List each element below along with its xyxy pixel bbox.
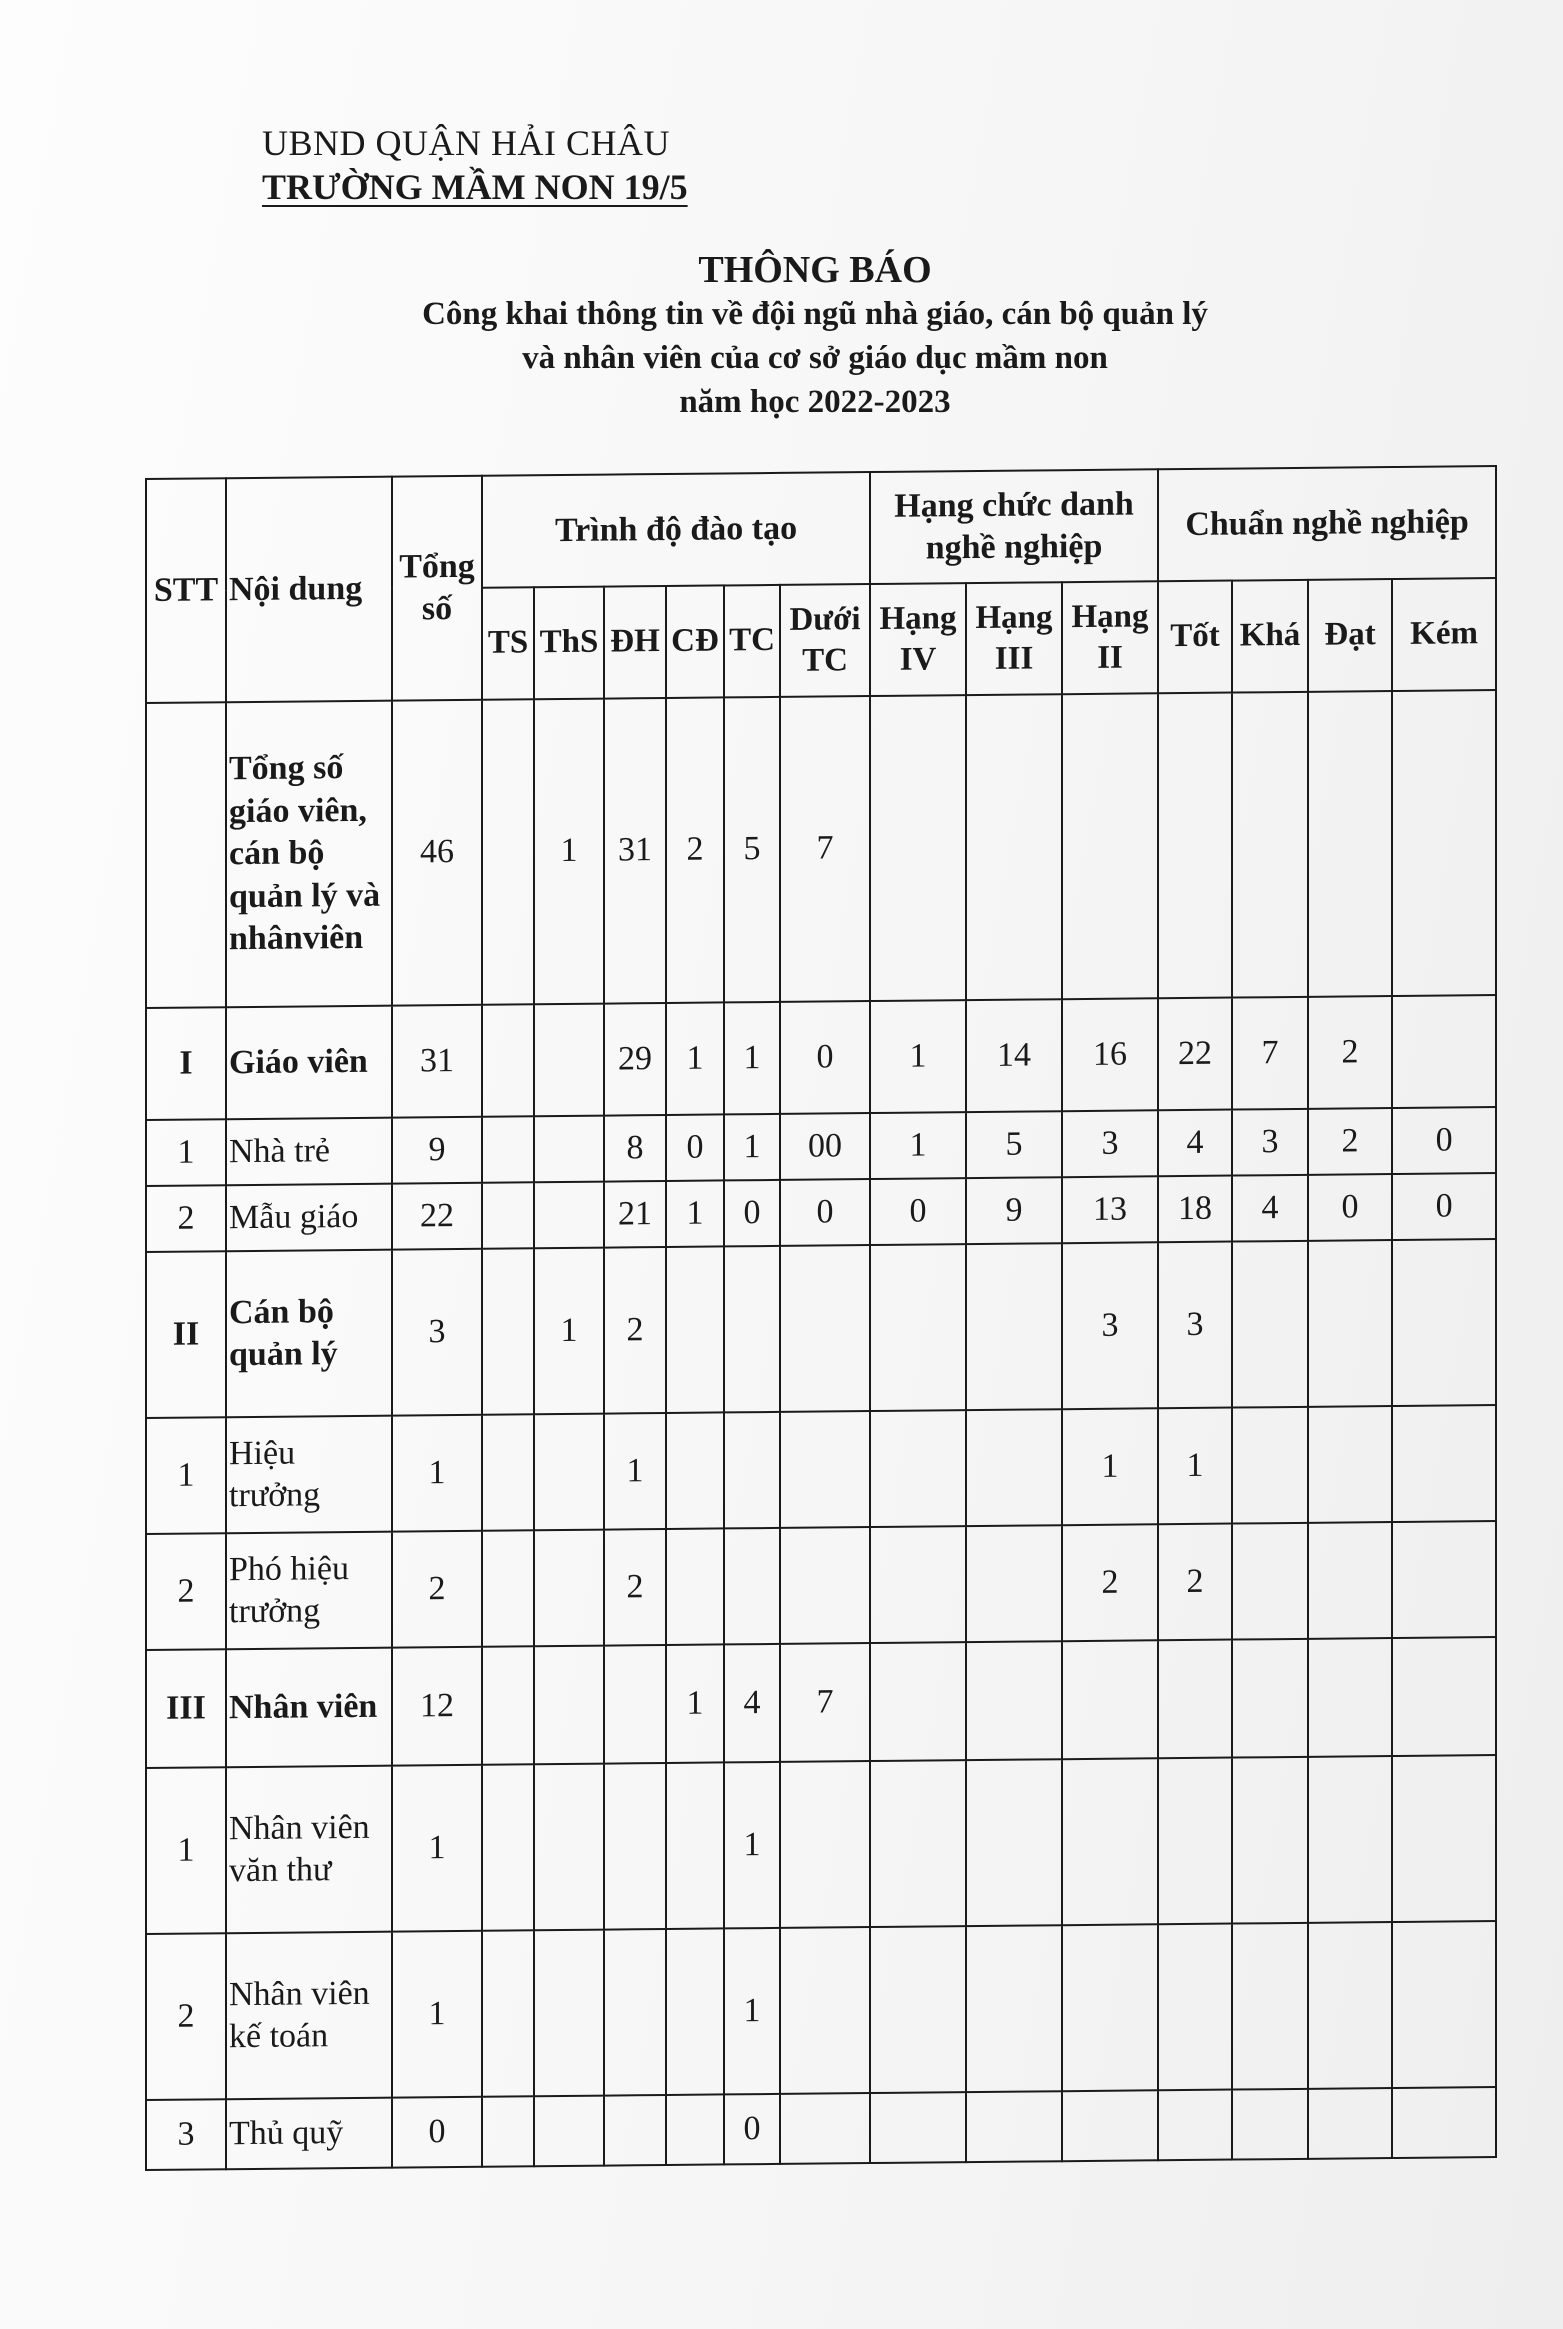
cell-dh: 2 [604,1529,666,1646]
cell-ts [482,1182,534,1248]
cell-content: Mẫu giáo [226,1184,392,1252]
cell-ths [534,1930,604,2097]
cell-stt [146,702,226,1008]
cell-hang-iv [870,1642,966,1761]
cell-total: 0 [392,2097,482,2168]
cell-ths [534,1004,604,1117]
cell-tc [724,1246,780,1413]
cell-tot: 1 [1158,1408,1232,1525]
cell-hang-iv [870,2092,966,2163]
title-line-1: Công khai thông tin về đội ngũ nhà giáo, cán bộ quản lý [422,296,1208,332]
cell-kha [1232,1407,1308,1524]
cell-dat [1308,691,1392,997]
cell-total: 22 [392,1183,482,1250]
header-ts: TS [482,587,534,699]
cell-hang-iv [870,1526,966,1643]
cell-duoi-tc [780,2093,870,2164]
cell-tot: 2 [1158,1524,1232,1641]
cell-stt: II [146,1251,226,1418]
cell-ts [482,1248,534,1414]
cell-tot [1158,1924,1232,2091]
cell-content: Nhân viên văn thư [226,1766,392,1934]
cell-dat [1308,1638,1392,1757]
cell-ts [482,1530,534,1646]
cell-cd: 1 [666,1180,724,1247]
cell-hang-iii [966,1409,1062,1526]
header-standard-group: Chuẩn nghề nghiệp [1158,466,1496,581]
header-hang-iv: Hạng IV [870,583,966,696]
cell-dh: 8 [604,1115,666,1182]
cell-kha [1232,1923,1308,2090]
header-hang-iii: Hạng III [966,582,1062,695]
cell-ths [534,1530,604,1647]
cell-dat: 2 [1308,996,1392,1109]
staff-table [145,465,1497,2171]
cell-tc [724,1528,780,1645]
cell-hang-iv: 0 [870,1178,966,1245]
cell-cd [666,1246,724,1413]
cell-cd [666,2094,724,2165]
title-line-3: năm học 2022-2023 [679,384,951,420]
school-name: TRƯỜNG MẦM NON 19/5 [262,167,688,207]
cell-duoi-tc [780,1411,870,1528]
cell-hang-ii: 16 [1062,998,1158,1111]
cell-tc [724,1412,780,1529]
cell-content: Tổng số giáo viên, cán bộ quản lý và nhânviên [226,701,392,1008]
cell-kem [1392,1755,1496,1922]
cell-total: 1 [392,1415,482,1532]
header-row-1 [146,466,1496,591]
cell-dat: 2 [1308,1108,1392,1175]
cell-hang-iii [966,1525,1062,1642]
cell-dat [1308,1522,1392,1639]
cell-tc: 1 [724,1762,780,1929]
table-row [146,1239,1496,1418]
cell-dh [604,1645,666,1764]
cell-kem [1392,690,1496,996]
cell-hang-ii [1062,2090,1158,2161]
cell-tot: 3 [1158,1242,1232,1409]
authority-name: UBND QUẬN HẢI CHÂU [262,123,670,163]
cell-dh: 2 [604,1247,666,1414]
cell-hang-iii [966,2091,1062,2162]
cell-duoi-tc: 7 [780,696,870,1002]
header-kha: Khá [1232,580,1308,693]
cell-tot: 22 [1158,998,1232,1111]
cell-cd: 1 [666,1644,724,1763]
cell-tc: 1 [724,1928,780,2095]
table-row [146,690,1496,1008]
cell-kha: 3 [1232,1109,1308,1176]
cell-duoi-tc: 0 [780,1179,870,1246]
cell-content: Thủ quỹ [226,2098,392,2170]
cell-hang-ii [1062,1640,1158,1759]
cell-ths [534,1182,604,1249]
cell-tc: 1 [724,1114,780,1181]
header-tot: Tốt [1158,581,1232,694]
cell-tot: 4 [1158,1110,1232,1177]
header-content: Nội dung [226,477,392,703]
cell-hang-iv [870,1410,966,1527]
cell-dh: 21 [604,1181,666,1248]
cell-content: Phó hiệu trưởng [226,1532,392,1650]
cell-tot [1158,1640,1232,1759]
cell-dat [1308,1406,1392,1523]
cell-ths [534,2096,604,2167]
cell-total: 2 [392,1531,482,1648]
cell-kem [1392,995,1496,1108]
cell-ts [482,1646,534,1764]
cell-total: 46 [392,700,482,1006]
cell-hang-iv [870,1244,966,1411]
cell-total: 9 [392,1117,482,1184]
cell-hang-iv: 1 [870,1000,966,1113]
cell-hang-ii [1062,1758,1158,1925]
cell-hang-iii [966,1641,1062,1760]
cell-cd: 2 [666,697,724,1003]
cell-ths [534,1414,604,1531]
cell-hang-iii: 5 [966,1111,1062,1178]
cell-kha [1232,1639,1308,1758]
cell-kha [1232,2089,1308,2160]
header-stt: STT [146,478,226,703]
cell-cd: 1 [666,1002,724,1115]
cell-tot [1158,1758,1232,1925]
document-title [240,248,1390,424]
cell-ts [482,1764,534,1930]
cell-duoi-tc: 7 [780,1643,870,1762]
cell-stt: 2 [146,1185,226,1252]
header-kem: Kém [1392,578,1496,691]
cell-hang-ii: 13 [1062,1176,1158,1243]
cell-total: 3 [392,1249,482,1416]
cell-kem: 0 [1392,1107,1496,1174]
cell-duoi-tc: 00 [780,1113,870,1180]
header-tc: TC [724,585,780,698]
cell-hang-iii [966,1925,1062,2092]
cell-kem [1392,1405,1496,1522]
cell-kem [1392,1521,1496,1638]
cell-cd [666,1412,724,1529]
cell-dh [604,1763,666,1930]
cell-dat [1308,1922,1392,2089]
cell-ths [534,1646,604,1765]
document-header [262,122,688,208]
cell-dh [604,1929,666,2096]
cell-duoi-tc [780,1527,870,1644]
cell-stt: 1 [146,1119,226,1186]
header-cd: CĐ [666,585,724,698]
cell-ths [534,1116,604,1183]
header-rank-group: Hạng chức danh nghề nghiệp [870,469,1158,584]
cell-hang-ii: 2 [1062,1524,1158,1641]
cell-hang-ii [1062,1924,1158,2091]
cell-tc: 5 [724,697,780,1003]
cell-stt: 2 [146,1533,226,1650]
cell-kem: 0 [1392,1173,1496,1240]
cell-dh: 1 [604,1413,666,1530]
cell-hang-ii: 1 [1062,1408,1158,1525]
cell-ts [482,1930,534,2096]
cell-ts [482,699,534,1004]
header-training-group: Trình độ đào tạo [482,472,870,588]
header-hang-ii: Hạng II [1062,581,1158,694]
cell-dh: 29 [604,1003,666,1116]
cell-kem [1392,1637,1496,1756]
cell-content: Giáo viên [226,1006,392,1120]
cell-ts [482,1414,534,1530]
cell-total: 31 [392,1005,482,1118]
cell-hang-iv [870,1926,966,2093]
cell-tot: 18 [1158,1176,1232,1243]
cell-cd [666,1762,724,1929]
cell-dat [1308,2088,1392,2159]
cell-hang-iii [966,1243,1062,1410]
cell-content: Nhân viên kế toán [226,1932,392,2100]
cell-duoi-tc [780,1245,870,1412]
cell-hang-ii: 3 [1062,1110,1158,1177]
table-row [146,1921,1496,2100]
cell-tc: 4 [724,1644,780,1763]
cell-dat: 0 [1308,1174,1392,1241]
title-line-2: và nhân viên của cơ sở giáo dục mầm non [522,340,1108,376]
cell-cd: 0 [666,1114,724,1181]
cell-stt: 1 [146,1767,226,1934]
cell-hang-iii [966,1759,1062,1926]
cell-ths [534,1764,604,1931]
cell-hang-iii [966,694,1062,1000]
cell-hang-iii: 14 [966,999,1062,1112]
cell-hang-ii: 3 [1062,1242,1158,1409]
cell-hang-ii [1062,693,1158,999]
cell-ths: 1 [534,1248,604,1415]
cell-content: Nhân viên [226,1648,392,1768]
cell-kem [1392,1921,1496,2088]
cell-stt: 3 [146,2099,226,2170]
header-duoi-tc: Dưới TC [780,584,870,697]
cell-ts [482,1004,534,1116]
cell-ts [482,1116,534,1182]
header-ths: ThS [534,587,604,700]
cell-tc: 1 [724,1002,780,1115]
cell-ts [482,2096,534,2166]
cell-hang-iv [870,1760,966,1927]
cell-content: Nhà trẻ [226,1118,392,1186]
cell-stt: 2 [146,1933,226,2100]
table-row [146,995,1496,1120]
table-row [146,1637,1496,1768]
table-row [146,2087,1496,2170]
cell-kha [1232,1523,1308,1640]
table-row [146,1755,1496,1934]
header-total: Tổng số [392,476,482,701]
cell-total: 1 [392,1931,482,2098]
cell-kem [1392,2087,1496,2158]
cell-dat [1308,1240,1392,1407]
cell-duoi-tc [780,1927,870,2094]
title-main: THÔNG BÁO [698,249,932,291]
cell-tot [1158,693,1232,999]
cell-kem [1392,1239,1496,1406]
cell-kha [1232,692,1308,998]
cell-dh: 31 [604,698,666,1004]
cell-hang-iv: 1 [870,1112,966,1179]
cell-kha [1232,1241,1308,1408]
header-dh: ĐH [604,586,666,699]
cell-tot [1158,2090,1232,2161]
cell-duoi-tc [780,1761,870,1928]
cell-hang-iv [870,695,966,1001]
cell-total: 12 [392,1647,482,1766]
cell-stt: 1 [146,1417,226,1534]
cell-dat [1308,1756,1392,1923]
table-row [146,1405,1496,1534]
cell-kha [1232,1757,1308,1924]
cell-stt: III [146,1649,226,1768]
cell-duoi-tc: 0 [780,1001,870,1114]
cell-tc: 0 [724,1180,780,1247]
cell-content: Cán bộ quản lý [226,1250,392,1418]
cell-tc: 0 [724,2094,780,2165]
cell-cd [666,1528,724,1645]
cell-cd [666,1928,724,2095]
cell-kha: 7 [1232,997,1308,1110]
cell-stt: I [146,1007,226,1120]
cell-kha: 4 [1232,1175,1308,1242]
cell-ths: 1 [534,699,604,1005]
cell-total: 1 [392,1765,482,1932]
cell-dh [604,2095,666,2166]
cell-hang-iii: 9 [966,1177,1062,1244]
header-dat: Đạt [1308,579,1392,692]
cell-content: Hiệu trưởng [226,1416,392,1534]
table-row [146,1521,1496,1650]
